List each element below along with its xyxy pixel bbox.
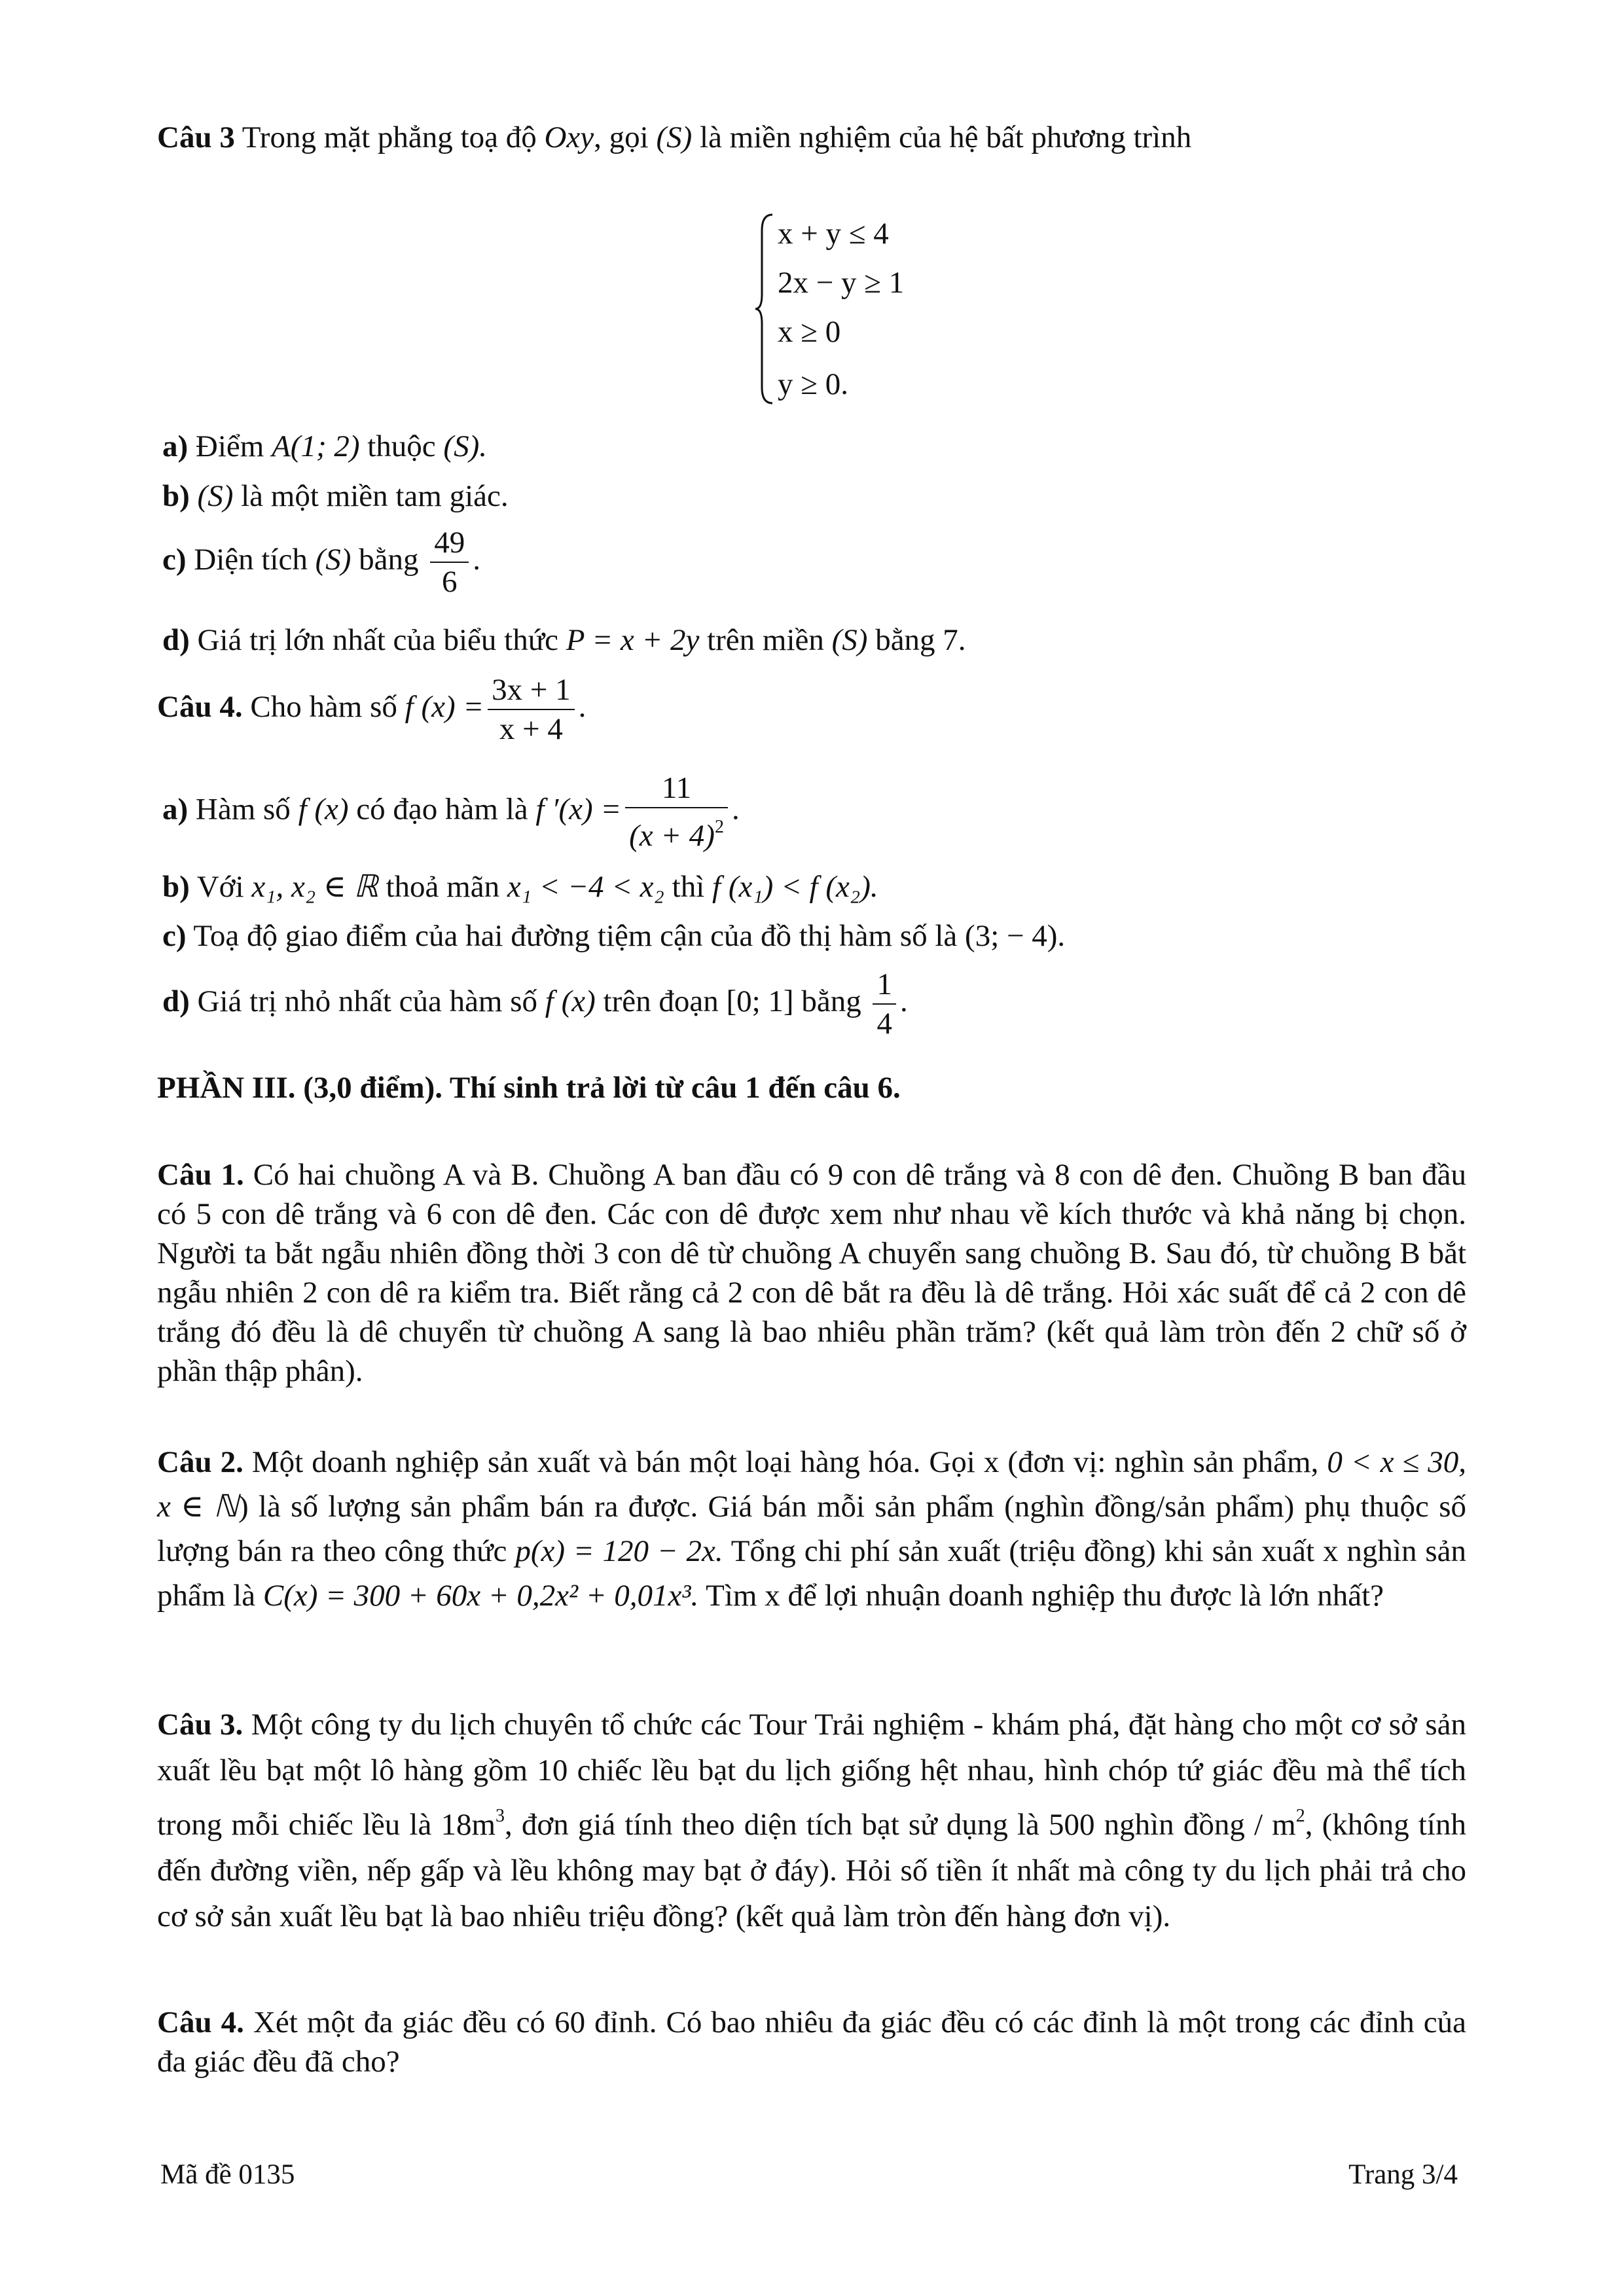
- q3-option-c: c) Diện tích (S) bằng $\frac{49}{6}$ .: [162, 524, 480, 601]
- q3-label: Câu 3: [157, 120, 235, 154]
- system-row-3: x ≥ 0: [778, 315, 841, 349]
- q4-option-a: a) Hàm số f (x) có đạo hàm là f ′(x) = $\frac{11}{(x + 4)^2}$ .: [162, 769, 740, 855]
- fraction-1-4: $\frac{1}{4}$: [873, 965, 896, 1043]
- fraction-49-6: $\frac{49}{6}$: [430, 524, 469, 601]
- fraction-derivative: $\frac{11}{(x + 4)^2}$: [625, 769, 728, 855]
- q3-option-a: a) Điểm A(1; 2) thuộc (S).: [162, 429, 487, 463]
- part3-heading: PHẦN III. (3,0 điểm). Thí sinh trả lời từ câu 1 đến câu 6.: [157, 1071, 901, 1105]
- fraction-q4-function: $\frac{3x + 1}{x + 4}$: [488, 671, 575, 748]
- q4-option-d: d) Giá trị nhỏ nhất của hàm số f (x) trên đoạn [0; 1] bằng $\frac{1}{4}$ .: [162, 965, 908, 1043]
- page-number: Trang 3/4: [1348, 2159, 1458, 2190]
- system-row-1: x + y ≤ 4: [778, 217, 889, 251]
- q3-option-b: b) (S) là một miền tam giác.: [162, 479, 509, 513]
- q4-option-b: b) Với x₁, x₂ ∈ ℝ thoả mãn x₁ < −4 < x₂ thì f (x₁) < f (x₂).: [162, 870, 878, 904]
- system-brace: [753, 211, 776, 407]
- q4-intro: Câu 4. Cho hàm số f (x) = $\frac{3x + 1}{x + 4}$ .: [157, 671, 586, 748]
- system-row-4: y ≥ 0.: [778, 367, 849, 401]
- p4-paragraph: Câu 4. Xét một đa giác đều có 60 đỉnh. Có bao nhiêu đa giác đều có các đỉnh là một trong các đỉnh của đa giác đều đã cho?: [157, 2005, 1466, 2079]
- exam-code: Mã đề 0135: [160, 2159, 295, 2190]
- q4-option-c: c) Toạ độ giao điểm của hai đường tiệm cận của đồ thị hàm số là (3; − 4).: [162, 919, 1066, 953]
- p2-paragraph: Câu 2. Một doanh nghiệp sản xuất và bán một loại hàng hóa. Gọi x (đơn vị: nghìn sản phẩm, 0 < x ≤ 30, x ∈ ℕ) là số lượng sản phẩm bán ra được. Giá bán mỗi sản phẩm (nghìn đồng/sản phẩm) phụ thuộc số lượng bán ra theo công thức p(x) = 120 − 2x. Tổng chi phí sản xuất (triệu đồng) khi sản xuất x nghìn sản phẩm là C(x) = 300 + 60x + 0,2x² + 0,01x³. Tìm x để lợi nhuận doanh nghiệp thu được là lớn nhất?: [157, 1445, 1466, 1613]
- q3-option-d: d) Giá trị lớn nhất của biểu thức P = x + 2y trên miền (S) bằng 7.: [162, 623, 966, 657]
- q3-intro: Câu 3 Trong mặt phẳng toạ độ Oxy, gọi (S) là miền nghiệm của hệ bất phương trình: [157, 120, 1192, 154]
- system-row-2: 2x − y ≥ 1: [778, 266, 905, 300]
- p1-paragraph: Câu 1. Có hai chuồng A và B. Chuồng A ban đầu có 9 con dê trắng và 8 con dê đen. Chuồng B ban đầu có 5 con dê trắng và 6 con dê đen. Các con dê được xem như nhau về kích thước và khả năng bị chọn. Người ta bắt ngẫu nhiên đồng thời 3 con dê từ chuồng A chuyển sang chuồng B. Sau đó, từ chuồng B bắt ngẫu nhiên 2 con dê ra kiểm tra. Biết rằng cả 2 con dê bắt ra đều là dê trắng. Hỏi xác suất để cả 2 con dê trắng đó đều là dê chuyển từ chuồng A sang là bao nhiêu phần trăm? (kết quả làm tròn đến 2 chữ số ở phần thập phân).: [157, 1158, 1466, 1388]
- p3-paragraph: Câu 3. Một công ty du lịch chuyên tổ chức các Tour Trải nghiệm - khám phá, đặt hàng cho một cơ sở sản xuất lều bạt một lô hàng gồm 10 chiếc lều bạt du lịch giống hệt nhau, hình chóp tứ giác đều mà thể tích trong mỗi chiếc lều là $18m^3$, đơn giá tính theo diện tích bạt sử dụng là 500 nghìn đồng / $m^2$, (không tính đến đường viền, nếp gấp và lều không may bạt ở đáy). Hỏi số tiền ít nhất mà công ty du lịch phải trả cho cơ sở sản xuất lều bạt là bao nhiêu triệu đồng? (kết quả làm tròn đến hàng đơn vị).: [157, 1708, 1466, 1933]
